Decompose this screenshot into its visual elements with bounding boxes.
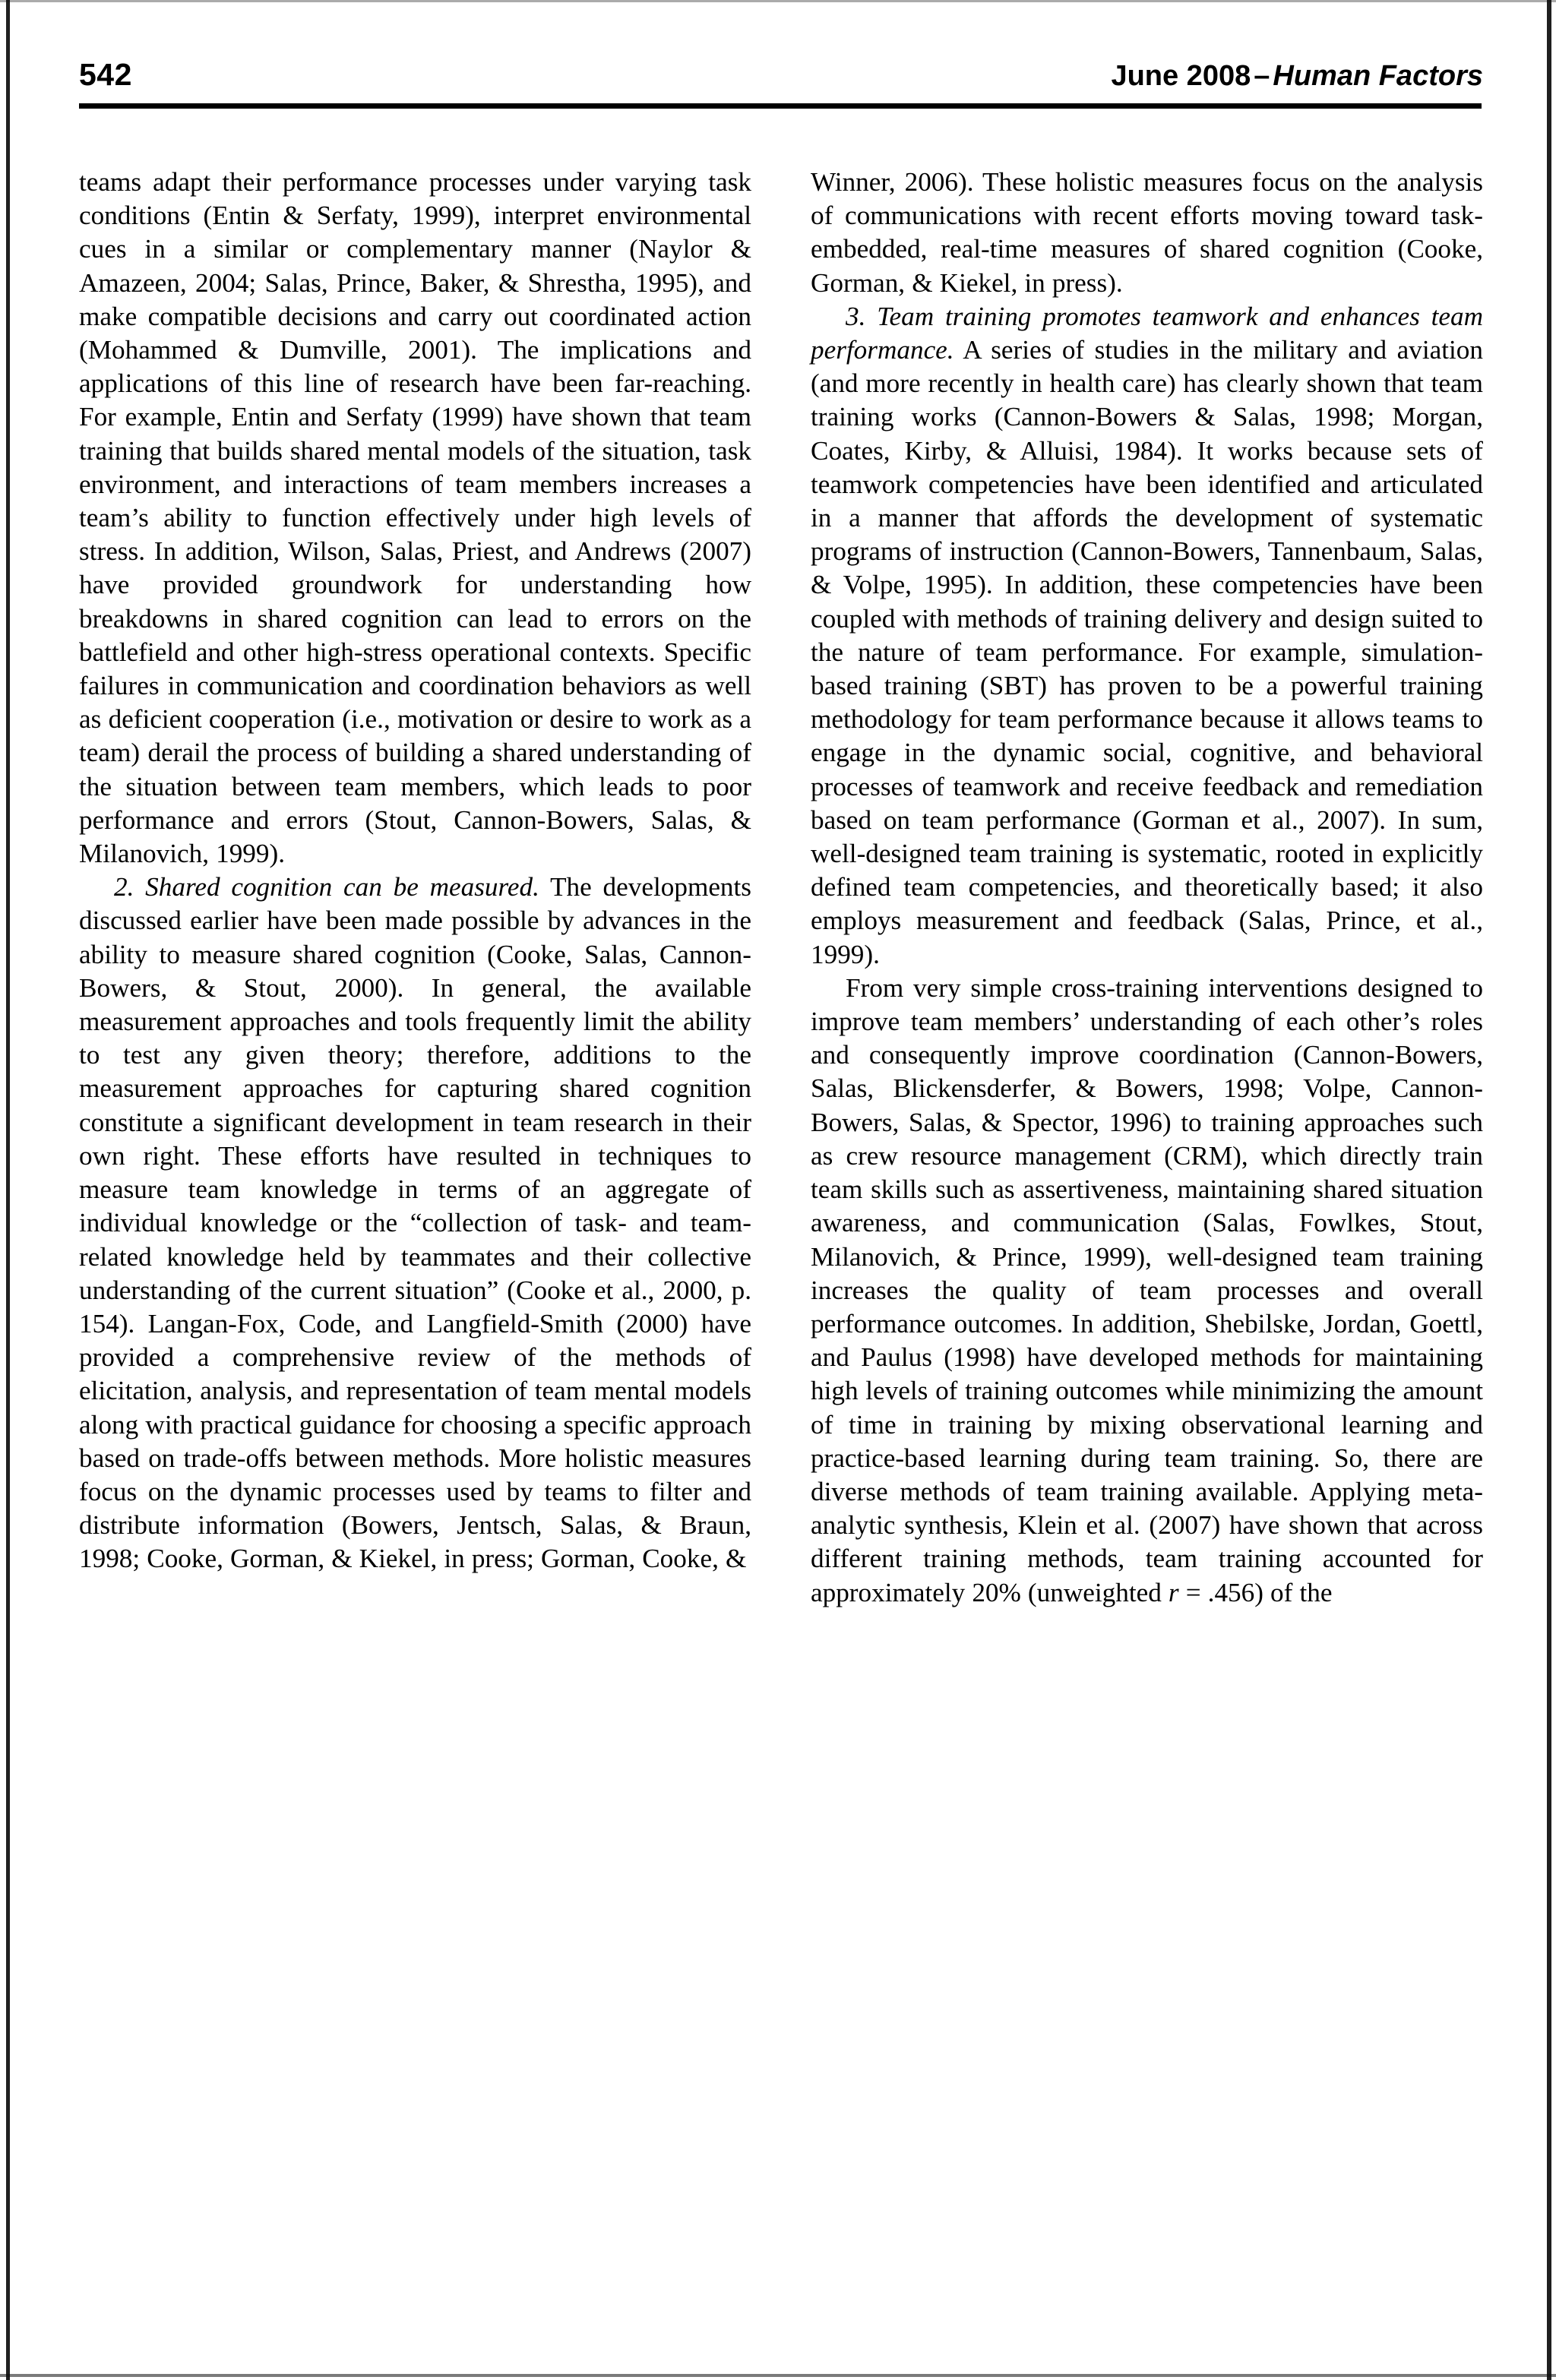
- journal-title: Human Factors: [1273, 60, 1483, 92]
- paragraph: [79, 871, 751, 1576]
- body-text: Winner, 2006). These holistic measures focus on the analysis of communications with recent efforts moving toward task-embedded, real-time measures of shared cognition (Cooke, Gorman, & Kiekel, in press).: [811, 167, 1483, 298]
- body-text: From very simple cross-training interventions designed to improve team members’ understanding of each other’s roles and consequently improve coordination (Cannon-Bowers, Salas, Blickensderfer, & Bowers, 1998; Volpe, Cannon-Bowers, Salas, & Spector, 1996) to training approaches such as crew resource management (CRM), which directly train team skills such as assertiveness, maintaining shared situation awareness, and communication (Salas, Fowlkes, Stout, Milanovich, & Prince, 1999), well-designed team training increases the quality of team processes and overall performance outcomes. In addition, Shebilske, Jordan, Goettl, and Paulus (1998) have developed methods for maintaining high levels of training outcomes while minimizing the amount of time in training by mixing observational learning and practice-based learning during team training. So, there are diverse methods of team training available. Applying meta-analytic synthesis, Klein et al. (2007) have shown that across different training methods, team training accounted for approximately 20% (unweighted: [811, 972, 1483, 1607]
- column-right: [811, 166, 1483, 1610]
- body-text: The developments discussed earlier have been made possible by advances in the ability to measure shared cognition (Cooke, Salas, Cannon-Bowers, & Stout, 2000). In general, the available measurement approaches and tools frequently limit the ability to test any given theory; therefore, additions to the measurement approaches for capturing shared cognition constitute a significant development in team research in their own right. These efforts have resulted in techniques to measure team knowledge in terms of an aggregate of individual knowledge or the “collection of task- and team-related knowledge held by teammates and their collective understanding of the current situation” (Cooke et al., 2000, p. 154). Langan-Fox, Code, and Langfield-Smith (2000) have provided a comprehensive review of the methods of elicitation, analysis, and representation of team mental models along with practical guidance for choosing a specific approach based on trade-offs between methods. More holistic measures focus on the dynamic processes used by teams to filter and distribute information (Bowers, Jentsch, Salas, & Braun, 1998; Cooke, Gorman, & Kiekel, in press; Gorman, Cooke, &: [79, 872, 751, 1574]
- journal-separator: –: [1254, 60, 1270, 92]
- section-heading-italic: r: [1168, 1577, 1179, 1607]
- scan-edge-right: [1547, 0, 1551, 2380]
- journal-issue-date: June 2008: [1111, 60, 1251, 92]
- header-rule: [79, 103, 1482, 109]
- scan-edge-top: [0, 0, 1556, 2]
- paragraph: [811, 972, 1483, 1610]
- journal-citation-line: [1111, 62, 1483, 90]
- paragraph: [811, 300, 1483, 972]
- scan-edge-bottom: [0, 2374, 1556, 2377]
- body-text: A series of studies in the military and aviation (and more recently in health care) has clearly shown that team training works (Cannon-Bowers & Salas, 1998; Morgan, Coates, Kirby, & Alluisi, 1984). It works because sets of teamwork competencies have been identified and articulated in a manner that affords the development of systematic programs of instruction (Cannon-Bowers, Tannenbaum, Salas, & Volpe, 1995). In addition, these competencies have been coupled with methods of training delivery and design suited to the nature of team performance. For example, simulation-based training (SBT) has proven to be a powerful training methodology for team performance because it allows teams to engage in the dynamic social, cognitive, and behavioral processes of teamwork and receive feedback and remediation based on team performance (Gorman et al., 2007). In sum, well-designed team training is systematic, rooted in explicitly defined team competencies, and theoretically based; it also employs measurement and feedback (Salas, Prince, et al., 1999).: [811, 335, 1483, 969]
- section-heading-italic: 3. Team training promotes teamwork and enhances team performance.: [811, 301, 1483, 365]
- body-text: = .456) of the: [1178, 1577, 1333, 1607]
- body-columns: [79, 166, 1483, 1610]
- column-left: [79, 166, 751, 1610]
- running-head: [79, 59, 1483, 90]
- paragraph: [811, 166, 1483, 300]
- page-number: 542: [79, 57, 132, 92]
- section-heading-italic: 2. Shared cognition can be measured.: [114, 872, 539, 902]
- scan-edge-left: [6, 0, 10, 2380]
- body-text: teams adapt their performance processes under varying task conditions (Entin & Serfaty, 1999), interpret environmental cues in a similar or complementary manner (Naylor & Amazeen, 2004; Salas, Prince, Baker, & Shrestha, 1995), and make compatible decisions and carry out coordinated action (Mohammed & Dumville, 2001). The implications and applications of this line of research have been far-reaching. For example, Entin and Serfaty (1999) have shown that team training that builds shared mental models of the situation, task environment, and interactions of team members increases a team’s ability to function effectively under high levels of stress. In addition, Wilson, Salas, Priest, and Andrews (2007) have provided groundwork for understanding how breakdowns in shared cognition can lead to errors on the battlefield and other high-stress operational contexts. Specific failures in communication and coordination behaviors as well as deficient cooperation (i.e., motivation or desire to work as a team) derail the process of building a shared understanding of the situation between team members, which leads to poor performance and errors (Stout, Cannon-Bowers, Salas, & Milanovich, 1999).: [79, 167, 751, 869]
- paragraph: [79, 166, 751, 871]
